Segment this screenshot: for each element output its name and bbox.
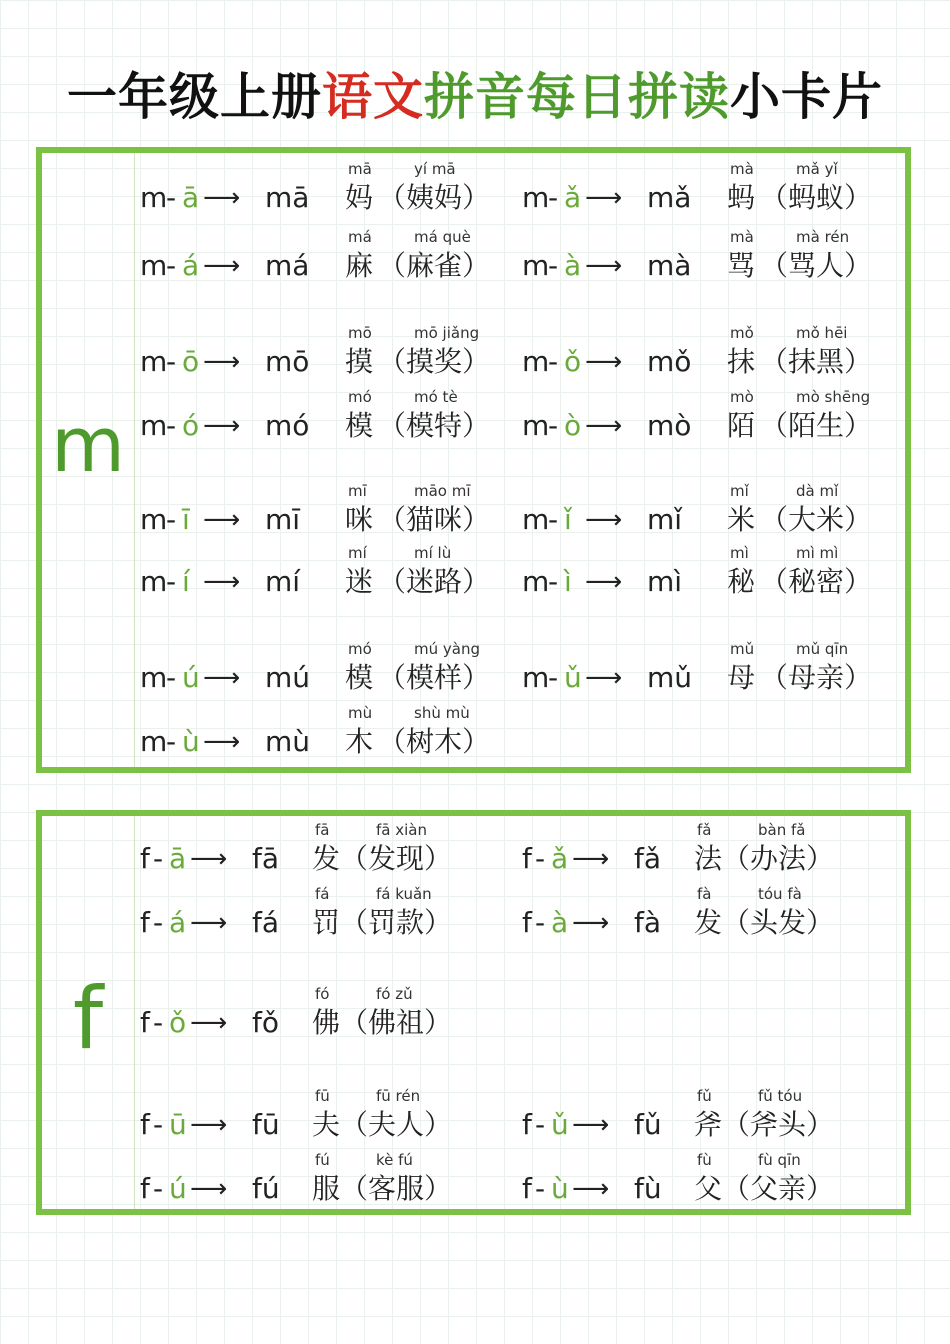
example-word: （办法） [722, 842, 835, 875]
hanzi-pinyin: mò [730, 388, 754, 406]
toned-vowel: ū [169, 1108, 187, 1141]
hanzi-pinyin: mó [348, 640, 372, 658]
example-word: （骂人） [760, 249, 873, 282]
hanzi-pinyin: fó [315, 985, 330, 1003]
arrow-icon: ⟶ [585, 663, 623, 693]
pinyin-entry [140, 544, 520, 599]
initial-consonant: f [140, 906, 150, 939]
initial-consonant: m [140, 725, 168, 758]
hanzi-pinyin: mǔ [730, 640, 755, 658]
pinyin-entry [140, 388, 520, 443]
join-dash: - [166, 725, 177, 758]
initial-consonant: f [522, 842, 532, 875]
hanzi-pinyin: fā [315, 821, 330, 839]
syllable: fù [634, 1172, 662, 1205]
pinyin-entry [522, 885, 902, 940]
example-word-pinyin: mà rén [796, 228, 850, 246]
hanzi-pinyin: fú [315, 1151, 330, 1169]
example-word: （猫咪） [378, 503, 491, 536]
example-word: （斧头） [722, 1108, 835, 1141]
example-word-pinyin: mò shēng [796, 388, 871, 406]
example-word: （佛祖） [340, 1006, 453, 1039]
hanzi-character: 麻 [345, 249, 374, 282]
pinyin-entry [140, 160, 520, 215]
initial-consonant: f [522, 1172, 532, 1205]
toned-vowel: ǔ [564, 661, 582, 694]
pinyin-entry [522, 482, 902, 537]
hanzi-character: 秘 [727, 565, 756, 598]
initial-consonant: m [522, 661, 550, 694]
initial-consonant: m [140, 503, 168, 536]
example-word-pinyin: tóu fà [758, 885, 802, 903]
pinyin-entry [522, 1151, 902, 1206]
initial-consonant: m [522, 181, 550, 214]
syllable: fǒ [252, 1006, 279, 1039]
example-word-pinyin: māo mī [414, 482, 471, 500]
hanzi-character: 佛 [312, 1006, 341, 1039]
arrow-icon: ⟶ [585, 505, 623, 535]
example-word: （发现） [340, 842, 453, 875]
pinyin-entry [140, 985, 520, 1040]
syllable: má [265, 249, 310, 282]
arrow-icon: ⟶ [572, 1174, 610, 1204]
join-dash: - [153, 1108, 164, 1141]
initial-letter: m [50, 400, 126, 489]
arrow-icon: ⟶ [203, 505, 241, 535]
toned-vowel: ú [182, 661, 200, 694]
hanzi-character: 父 [694, 1172, 723, 1205]
hanzi-pinyin: mà [730, 160, 754, 178]
toned-vowel: ā [169, 842, 187, 875]
arrow-icon: ⟶ [585, 347, 623, 377]
pinyin-entry [140, 640, 520, 695]
example-word: （大米） [760, 503, 873, 536]
example-word-pinyin: mō jiǎng [414, 324, 480, 342]
syllable: mó [265, 409, 310, 442]
example-word: （夫人） [340, 1108, 453, 1141]
pinyin-entry [140, 482, 520, 537]
join-dash: - [166, 181, 177, 214]
initial-consonant: m [140, 181, 168, 214]
syllable: mā [265, 181, 310, 214]
join-dash: - [166, 503, 177, 536]
hanzi-character: 斧 [694, 1108, 723, 1141]
pinyin-entry [522, 228, 902, 283]
syllable: mò [647, 409, 692, 442]
arrow-icon: ⟶ [203, 183, 241, 213]
initial-consonant: m [140, 409, 168, 442]
join-dash: - [548, 565, 559, 598]
initial-consonant: m [522, 409, 550, 442]
initial-consonant: f [522, 906, 532, 939]
join-dash: - [153, 1172, 164, 1205]
join-dash: - [166, 409, 177, 442]
example-word-pinyin: dà mǐ [796, 482, 839, 500]
syllable: fā [252, 842, 280, 875]
toned-vowel: á [169, 906, 187, 939]
pinyin-entry [140, 1087, 520, 1142]
pinyin-entry [522, 1087, 902, 1142]
example-word: （姨妈） [378, 181, 491, 214]
join-dash: - [153, 1006, 164, 1039]
initial-consonant: m [140, 565, 168, 598]
pinyin-entry [522, 821, 902, 876]
syllable: mù [265, 725, 311, 758]
pinyin-entry [522, 640, 902, 695]
syllable: mú [265, 661, 311, 694]
syllable: mǔ [647, 661, 693, 694]
pinyin-entry [140, 704, 520, 759]
toned-vowel: ù [551, 1172, 569, 1205]
example-word: （抹黑） [760, 345, 873, 378]
example-word: （陌生） [760, 409, 873, 442]
hanzi-character: 米 [727, 503, 756, 536]
card-divider [134, 816, 135, 1209]
toned-vowel: ǔ [551, 1108, 569, 1141]
syllable: mō [265, 345, 310, 378]
example-word-pinyin: fǔ tóu [758, 1087, 803, 1105]
title-part-grade: 一年级上册 [67, 68, 322, 126]
hanzi-character: 发 [312, 842, 341, 875]
hanzi-pinyin: mì [730, 544, 749, 562]
hanzi-character: 法 [694, 842, 723, 875]
arrow-icon: ⟶ [203, 411, 241, 441]
join-dash: - [548, 661, 559, 694]
pinyin-entry [140, 1151, 520, 1206]
example-word-pinyin: mó tè [414, 388, 458, 406]
join-dash: - [166, 345, 177, 378]
toned-vowel: á [182, 249, 200, 282]
example-word: （蚂蚁） [760, 181, 873, 214]
toned-vowel: à [551, 906, 569, 939]
toned-vowel: à [564, 249, 582, 282]
example-word: （迷路） [378, 565, 491, 598]
join-dash: - [166, 661, 177, 694]
hanzi-character: 抹 [727, 345, 756, 378]
hanzi-character: 摸 [345, 345, 374, 378]
hanzi-pinyin: mō [348, 324, 372, 342]
hanzi-pinyin: mó [348, 388, 372, 406]
title-part-subject: 语文 [322, 68, 424, 126]
hanzi-pinyin: fá [315, 885, 330, 903]
toned-vowel: ì [564, 565, 572, 598]
arrow-icon: ⟶ [572, 844, 610, 874]
hanzi-pinyin: mí [348, 544, 367, 562]
join-dash: - [535, 1172, 546, 1205]
pinyin-entry [140, 885, 520, 940]
example-word-pinyin: mǎ yǐ [796, 160, 838, 178]
example-word: （摸奖） [378, 345, 491, 378]
arrow-icon: ⟶ [585, 411, 623, 441]
hanzi-character: 罚 [312, 906, 341, 939]
example-word: （母亲） [760, 661, 873, 694]
title-part-card: 小卡片 [730, 68, 883, 126]
join-dash: - [548, 249, 559, 282]
hanzi-pinyin: mī [348, 482, 367, 500]
join-dash: - [548, 181, 559, 214]
arrow-icon: ⟶ [203, 567, 241, 597]
hanzi-character: 迷 [345, 565, 374, 598]
syllable: fǔ [634, 1108, 662, 1141]
hanzi-pinyin: mǒ [730, 324, 754, 342]
toned-vowel: ī [182, 503, 190, 536]
syllable: mì [647, 565, 683, 598]
arrow-icon: ⟶ [203, 727, 241, 757]
example-word: （模样） [378, 661, 491, 694]
arrow-icon: ⟶ [190, 908, 228, 938]
arrow-icon: ⟶ [572, 908, 610, 938]
example-word: （树木） [378, 725, 491, 758]
hanzi-pinyin: mà [730, 228, 754, 246]
syllable: mī [265, 503, 301, 536]
hanzi-character: 模 [345, 661, 374, 694]
arrow-icon: ⟶ [203, 663, 241, 693]
example-word-pinyin: mǒ hēi [796, 324, 848, 342]
hanzi-character: 木 [345, 725, 374, 758]
toned-vowel: ǎ [551, 842, 569, 875]
hanzi-pinyin: mā [348, 160, 372, 178]
arrow-icon: ⟶ [585, 251, 623, 281]
example-word: （模特） [378, 409, 491, 442]
arrow-icon: ⟶ [190, 1008, 228, 1038]
example-word: （秘密） [760, 565, 873, 598]
title-part-topic: 拼音每日拼读 [424, 68, 730, 126]
page-title [0, 62, 950, 132]
hanzi-pinyin: fū [315, 1087, 330, 1105]
hanzi-pinyin: fù [697, 1151, 712, 1169]
arrow-icon: ⟶ [585, 567, 623, 597]
initial-consonant: m [522, 565, 550, 598]
join-dash: - [548, 345, 559, 378]
example-word-pinyin: mǔ qīn [796, 640, 849, 658]
join-dash: - [535, 842, 546, 875]
toned-vowel: ǒ [564, 345, 582, 378]
initial-consonant: m [140, 661, 168, 694]
pinyin-entry [140, 324, 520, 379]
example-word-pinyin: fá kuǎn [376, 885, 432, 903]
syllable: fǎ [634, 842, 662, 875]
arrow-icon: ⟶ [572, 1110, 610, 1140]
example-word-pinyin: yí mā [414, 160, 456, 178]
arrow-icon: ⟶ [203, 347, 241, 377]
hanzi-pinyin: mǐ [730, 482, 749, 500]
toned-vowel: ā [182, 181, 200, 214]
arrow-icon: ⟶ [190, 844, 228, 874]
pinyin-card-f [36, 810, 911, 1215]
example-word-pinyin: kè fú [376, 1151, 413, 1169]
hanzi-pinyin: fǔ [697, 1087, 712, 1105]
arrow-icon: ⟶ [190, 1174, 228, 1204]
hanzi-pinyin: má [348, 228, 372, 246]
initial-consonant: m [522, 503, 550, 536]
join-dash: - [153, 842, 164, 875]
hanzi-pinyin: fà [697, 885, 712, 903]
syllable: fá [252, 906, 280, 939]
initial-consonant: f [140, 1172, 150, 1205]
hanzi-character: 骂 [727, 249, 756, 282]
example-word: （罚款） [340, 906, 453, 939]
example-word-pinyin: fā xiàn [376, 821, 427, 839]
initial-consonant: f [522, 1108, 532, 1141]
hanzi-character: 模 [345, 409, 374, 442]
pinyin-entry [522, 388, 902, 443]
initial-consonant: m [522, 249, 550, 282]
pinyin-entry [522, 544, 902, 599]
hanzi-character: 发 [694, 906, 723, 939]
hanzi-character: 妈 [345, 181, 374, 214]
hanzi-character: 夫 [312, 1108, 341, 1141]
pinyin-card-m [36, 147, 911, 773]
syllable: mǐ [647, 503, 683, 536]
initial-consonant: m [140, 249, 168, 282]
pinyin-entry [140, 821, 520, 876]
hanzi-character: 陌 [727, 409, 756, 442]
initial-consonant: f [140, 1108, 150, 1141]
example-word-pinyin: fó zǔ [376, 985, 413, 1003]
syllable: fà [634, 906, 662, 939]
syllable: mǒ [647, 345, 692, 378]
example-word-pinyin: fù qīn [758, 1151, 801, 1169]
toned-vowel: ǒ [169, 1006, 187, 1039]
pinyin-entry [522, 324, 902, 379]
example-word: （客服） [340, 1172, 453, 1205]
hanzi-character: 服 [312, 1172, 341, 1205]
hanzi-character: 蚂 [727, 181, 756, 214]
arrow-icon: ⟶ [203, 251, 241, 281]
join-dash: - [535, 1108, 546, 1141]
example-word-pinyin: bàn fǎ [758, 821, 806, 839]
toned-vowel: ǎ [564, 181, 582, 214]
hanzi-pinyin: fǎ [697, 821, 712, 839]
hanzi-character: 母 [727, 661, 756, 694]
example-word-pinyin: mú yàng [414, 640, 480, 658]
join-dash: - [548, 409, 559, 442]
example-word-pinyin: shù mù [414, 704, 470, 722]
join-dash: - [535, 906, 546, 939]
join-dash: - [548, 503, 559, 536]
initial-letter: f [72, 969, 104, 1069]
arrow-icon: ⟶ [585, 183, 623, 213]
hanzi-pinyin: mù [348, 704, 373, 722]
arrow-icon: ⟶ [190, 1110, 228, 1140]
join-dash: - [153, 906, 164, 939]
join-dash: - [166, 565, 177, 598]
initial-consonant: f [140, 1006, 150, 1039]
example-word-pinyin: mí lù [414, 544, 452, 562]
toned-vowel: ú [169, 1172, 187, 1205]
example-word: （头发） [722, 906, 835, 939]
pinyin-entry [522, 160, 902, 215]
pinyin-entry [140, 228, 520, 283]
syllable: mǎ [647, 181, 692, 214]
toned-vowel: ō [182, 345, 200, 378]
syllable: mí [265, 565, 301, 598]
example-word-pinyin: fū rén [376, 1087, 421, 1105]
example-word: （麻雀） [378, 249, 491, 282]
example-word: （父亲） [722, 1172, 835, 1205]
syllable: mà [647, 249, 692, 282]
toned-vowel: ó [182, 409, 200, 442]
syllable: fū [252, 1108, 280, 1141]
toned-vowel: ǐ [564, 503, 572, 536]
toned-vowel: í [182, 565, 190, 598]
initial-consonant: m [140, 345, 168, 378]
example-word-pinyin: mì mì [796, 544, 839, 562]
join-dash: - [166, 249, 177, 282]
toned-vowel: ò [564, 409, 582, 442]
card-divider [134, 153, 135, 767]
syllable: fú [252, 1172, 280, 1205]
initial-consonant: m [522, 345, 550, 378]
example-word-pinyin: má què [414, 228, 471, 246]
toned-vowel: ù [182, 725, 200, 758]
hanzi-character: 咪 [345, 503, 374, 536]
initial-consonant: f [140, 842, 150, 875]
